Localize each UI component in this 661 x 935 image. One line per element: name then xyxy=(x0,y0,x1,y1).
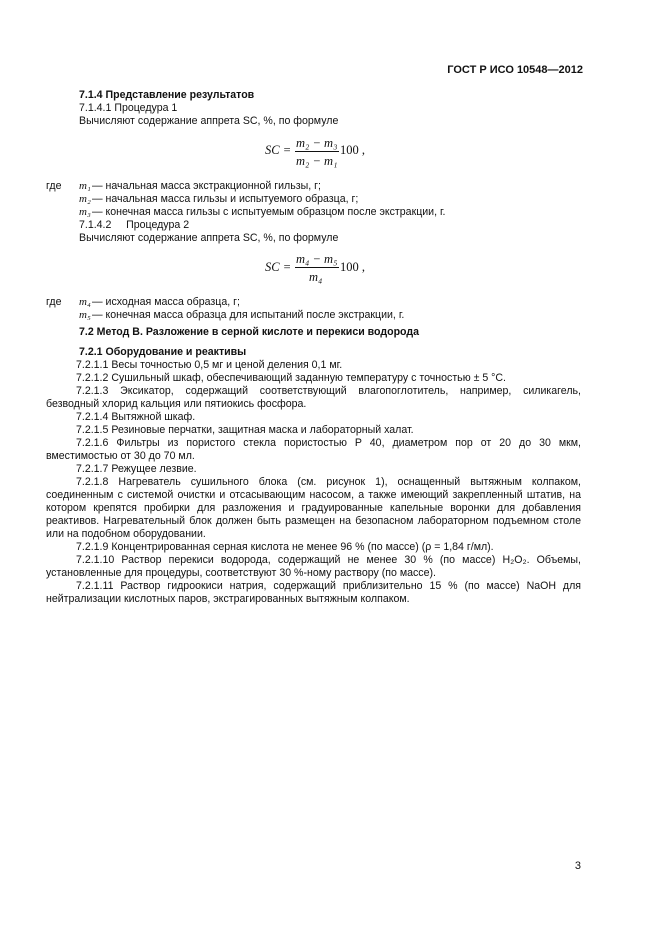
formula-1-fraction-bar xyxy=(295,151,339,152)
formula-1-lhs: SC = xyxy=(265,143,292,157)
m5-symbol: m₅ xyxy=(79,309,91,321)
section-title-7-1-4: 7.1.4 Представление результатов xyxy=(79,89,255,101)
clause-7-2-1-11: 7.2.1.11 Раствор гидроокиси натрия, содержащий приблизительно 15 % (по массе) NaOH для нейтрализации кислотных паров, экстрагированных вытяжным колпаком. xyxy=(46,580,581,606)
formula-2-denominator: m₄ xyxy=(309,270,323,284)
m4-definition: — исходная масса образца, г; xyxy=(92,296,240,308)
where-label-2: где xyxy=(46,296,62,308)
clause-7-2-1-4: 7.2.1.4 Вытяжной шкаф. xyxy=(76,411,196,423)
procedure-2-label: 7.1.4.2 Процедура 2 xyxy=(79,219,190,231)
clause-7-2-1-2: 7.2.1.2 Сушильный шкаф, обеспечивающий заданную температуру с точностью ± 5 °C. xyxy=(76,372,507,384)
formula-2-fraction-bar xyxy=(295,267,339,268)
formula-1-denominator: m₂ − m₁ xyxy=(296,154,338,168)
clause-7-2-1-8: 7.2.1.8 Нагреватель сушильного блока (см. рисунок 1), оснащенный вытяжным колпаком, соединенным с системой очистки и отсасывающим насосом, а также имеющий закрепленный штатив, на котором крепятся пробирки для разложения и градуированные капельные воронки для добавления реактивов. Нагревательный блок должен быть размещен на безопасном лабораторном подъемном столе или на подобном оборудовании. xyxy=(46,476,581,541)
m1-symbol: m₁ xyxy=(79,180,91,192)
section-title-7-2: 7.2 Метод В. Разложение в серной кислоте и перекиси водорода xyxy=(79,326,419,338)
page-number: 3 xyxy=(574,860,581,872)
clause-7-2-1-9: 7.2.1.9 Концентрированная серная кислота не менее 96 % (по массе) (ρ = 1,84 г/мл). xyxy=(76,541,494,553)
clause-7-2-1-3: 7.2.1.3 Эксикатор, содержащий соответствующий влагопоглотитель, например, силикагель, безводный хлорид кальция или пятиокись фосфора. xyxy=(46,385,581,411)
formula-1-numerator: m₂ − m₃ xyxy=(296,136,338,150)
standard-designation: ГОСТ Р ИСО 10548—2012 xyxy=(447,64,583,76)
where-label-1: где xyxy=(46,180,62,192)
formula-1-multiplier: 100 , xyxy=(340,143,365,157)
procedure-2-text: Вычисляют содержание аппрета SC, %, по формуле xyxy=(79,232,339,244)
m2-definition: — начальная масса гильзы и испытуемого образца, г; xyxy=(92,193,359,205)
formula-2-numerator: m₄ − m₅ xyxy=(296,252,338,266)
m3-symbol: m₃ xyxy=(79,206,91,218)
clause-7-2-1-6: 7.2.1.6 Фильтры из пористого стекла пористостью P 40, диаметром пор от 20 до 30 мкм, вместимостью от 30 до 70 мл. xyxy=(46,437,581,463)
formula-2-lhs: SC = xyxy=(265,260,292,274)
clause-7-2-1-5: 7.2.1.5 Резиновые перчатки, защитная маска и лабораторный халат. xyxy=(76,424,414,436)
clause-7-2-1-7: 7.2.1.7 Режущее лезвие. xyxy=(76,463,197,475)
m3-definition: — конечная масса гильзы с испытуемым образцом после экстракции, г. xyxy=(92,206,446,218)
procedure-1-text: Вычисляют содержание аппрета SC, %, по формуле xyxy=(79,115,339,127)
formula-2-multiplier: 100 , xyxy=(340,260,365,274)
m5-definition: — конечная масса образца для испытаний после экстракции, г. xyxy=(92,309,405,321)
m2-symbol: m₂ xyxy=(79,193,91,205)
clause-7-2-1-10: 7.2.1.10 Раствор перекиси водорода, содержащий не менее 30 % (по массе) H₂O₂. Объемы, установленные для процедуры, соответствуют 30 %-ному раствору (по массе). xyxy=(46,554,581,580)
procedure-1-label: 7.1.4.1 Процедура 1 xyxy=(79,102,178,114)
section-title-7-2-1: 7.2.1 Оборудование и реактивы xyxy=(79,346,247,358)
m4-symbol: m₄ xyxy=(79,296,91,308)
clause-7-2-1-1: 7.2.1.1 Весы точностью 0,5 мг и ценой деления 0,1 мг. xyxy=(76,359,343,371)
m1-definition: — начальная масса экстракционной гильзы, г; xyxy=(92,180,321,192)
